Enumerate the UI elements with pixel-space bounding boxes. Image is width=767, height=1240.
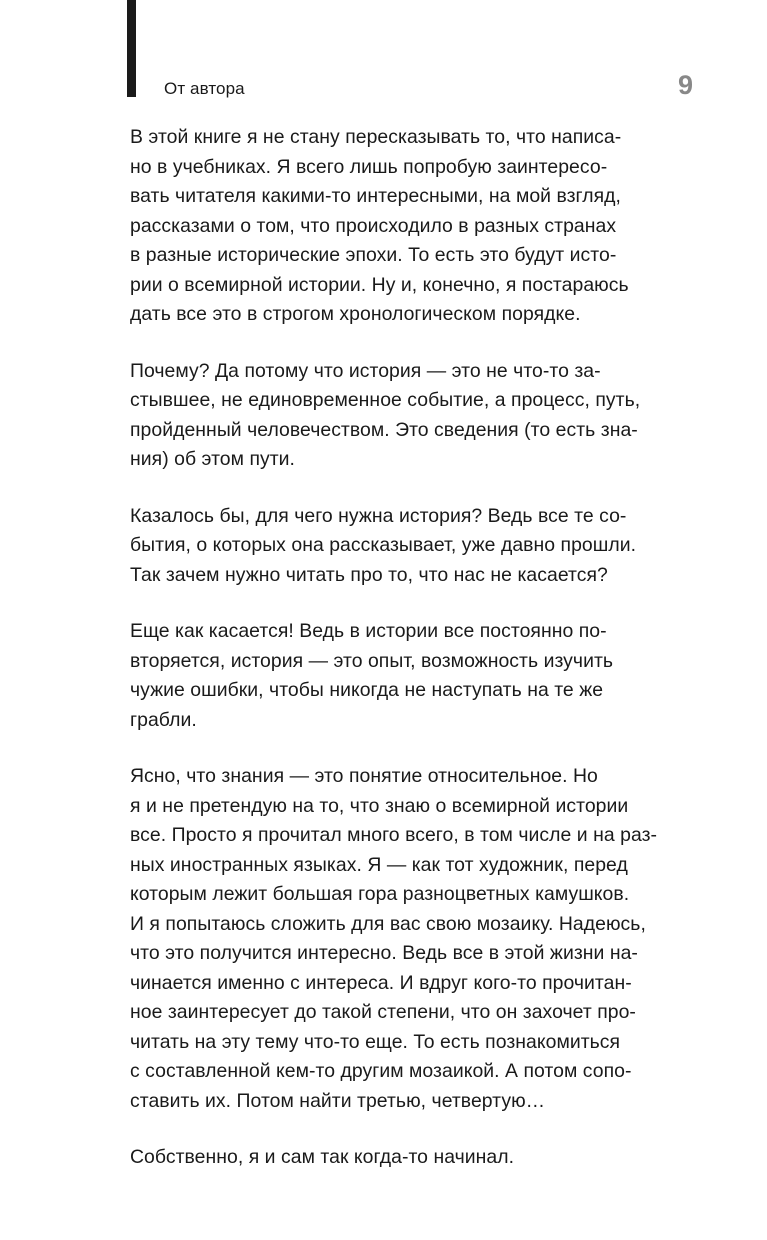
text-line: Казалось бы, для чего нужна история? Ведь все те со-: [130, 504, 627, 527]
paragraph: [130, 502, 675, 591]
text-line: Еще как касается! Ведь в истории все постоянно по-: [130, 620, 607, 642]
paragraph: [130, 617, 675, 735]
text-line: я и не претендую на то, что знаю о всемирной истории: [130, 794, 629, 817]
header-bar-decoration: [127, 0, 136, 97]
text-line: пройденный человечеством. Это сведения (то есть зна-: [130, 418, 638, 441]
text-line: которым лежит большая гора разноцветных камушков.: [130, 883, 630, 905]
text-line: дать все это в строгом хронологическом порядке.: [130, 303, 581, 325]
text-line: Почему? Да потому что история — это не что-то за-: [130, 359, 601, 382]
text-line: грабли.: [130, 708, 197, 731]
text-line: Ясно, что знания — это понятие относительное. Но: [130, 765, 598, 787]
paragraph: [130, 1143, 675, 1173]
text-line: ставить их. Потом найти третью, четвертую…: [130, 1089, 546, 1112]
text-line: рассказами о том, что происходило в разных странах: [130, 214, 617, 237]
text-line: в разные исторические эпохи. То есть это будут исто-: [130, 244, 617, 266]
text-line: стывшее, не единовременное событие, а процесс, путь,: [130, 389, 641, 411]
text-line: ния) об этом пути.: [130, 448, 295, 470]
body-text: [130, 123, 675, 1200]
text-line: вать читателя какими-то интересными, на мой взгляд,: [130, 185, 621, 207]
page-number: 9: [678, 70, 694, 100]
text-line: В этой книге я не стану пересказывать то, что написа-: [130, 126, 622, 148]
running-head-title: От автора: [164, 79, 245, 98]
text-line: с составленной кем-то другим мозаикой. А потом сопо-: [130, 1060, 632, 1082]
text-line: ное заинтересует до такой степени, что он захочет про-: [130, 1001, 636, 1023]
text-line: что это получится интересно. Ведь все в этой жизни на-: [130, 942, 638, 964]
text-line: ных иностранных языках. Я — как тот художник, перед: [130, 853, 628, 876]
text-line: вторяется, история — это опыт, возможность изучить: [130, 649, 614, 672]
paragraph: [130, 762, 675, 1116]
paragraph: [130, 123, 675, 330]
text-line: чужие ошибки, чтобы никогда не наступать на те же: [130, 679, 604, 701]
text-line: бытия, о которых она рассказывает, уже давно прошли.: [130, 534, 637, 556]
text-line: но в учебниках. Я всего лишь попробую заинтересо-: [130, 155, 608, 178]
paragraph: [130, 357, 675, 475]
text-line: рии о всемирной истории. Ну и, конечно, я постараюсь: [130, 273, 629, 296]
text-line: все. Просто я прочитал много всего, в том числе и на раз-: [130, 824, 658, 846]
text-line: читать на эту тему что-то еще. То есть познакомиться: [130, 1030, 621, 1053]
text-line: Собственно, я и сам так когда-то начинал.: [130, 1146, 515, 1168]
text-line: И я попытаюсь сложить для вас свою мозаику. Надеюсь,: [130, 912, 646, 935]
text-line: чинается именно с интереса. И вдруг кого-то прочитан-: [130, 971, 632, 994]
text-line: Так зачем нужно читать про то, что нас не касается?: [130, 563, 608, 586]
